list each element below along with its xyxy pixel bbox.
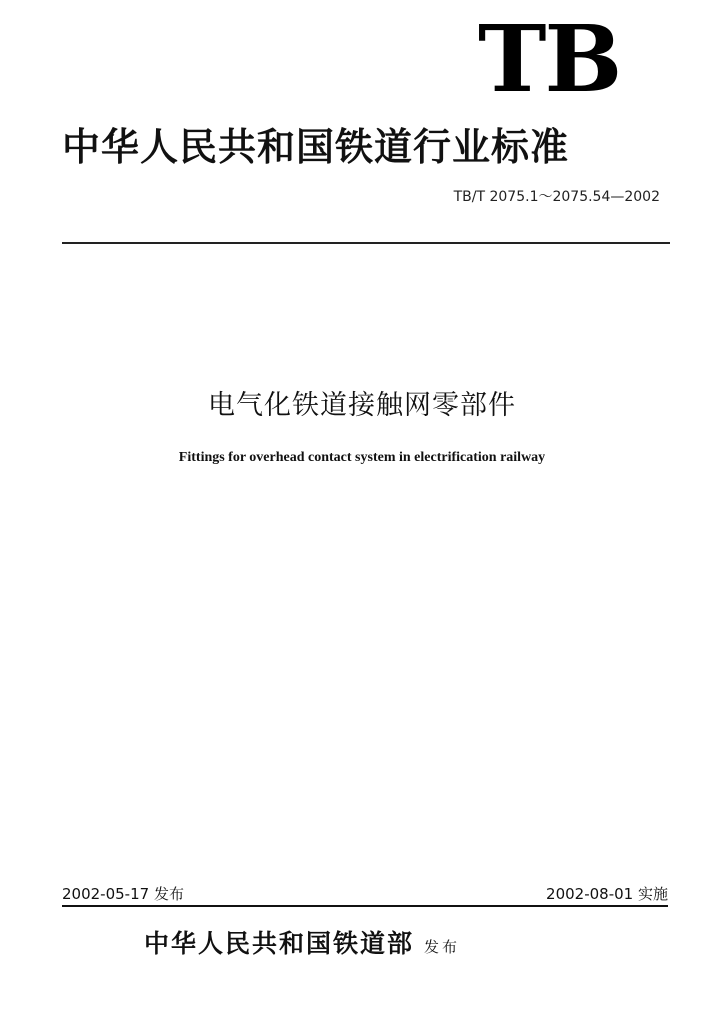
standard-category-title: 中华人民共和国铁道行业标准 <box>62 124 570 169</box>
standard-number: TB/T 2075.1～2075.54—2002 <box>453 189 660 205</box>
issuer-verb: 发布 <box>424 938 461 956</box>
document-title-english: Fittings for overhead contact system in electrification railway <box>178 450 546 465</box>
document-title-chinese: 电气化铁道接触网零部件 <box>208 390 516 421</box>
tb-logo: TB <box>478 5 621 113</box>
header-divider <box>62 242 670 244</box>
implementation-date: 2002-08-01 实施 <box>546 885 668 903</box>
issuer-line <box>144 926 594 965</box>
footer-divider <box>62 905 668 907</box>
issuer-name: 中华人民共和国铁道部 <box>144 929 415 958</box>
issue-date: 2002-05-17 发布 <box>62 885 184 903</box>
